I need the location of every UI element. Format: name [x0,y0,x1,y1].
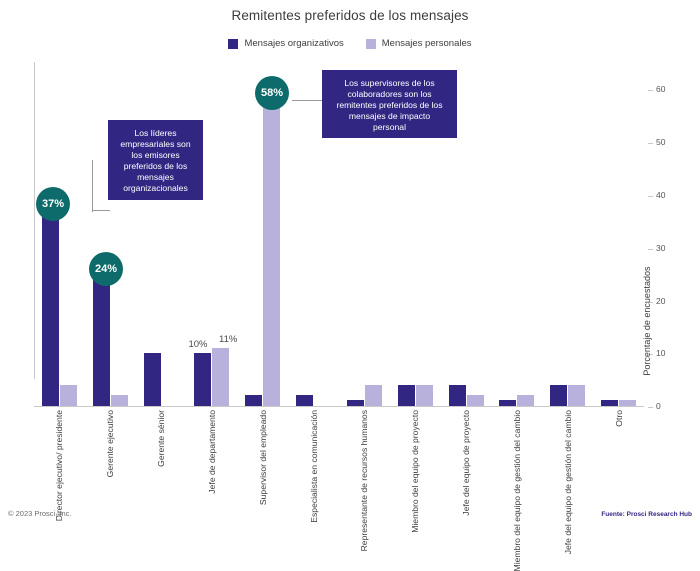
x-label-cell [85,410,136,505]
x-axis-label: Gerente sénior [156,410,167,467]
x-label-cell [339,410,390,552]
chart-legend [0,38,700,49]
bar-personal[interactable] [568,385,585,406]
bar-personal[interactable] [111,395,128,406]
callout-connector-organizational [92,210,110,211]
bar-organizational[interactable] [449,385,466,406]
x-label-cell [186,410,237,505]
x-axis-line [34,406,644,407]
x-label-cell [441,410,492,516]
x-axis-label: Representante de recursos humanos [359,410,370,552]
bar-organizational[interactable] [550,385,567,406]
x-axis-label: Jefe del equipo de gestión del cambio [562,410,573,555]
bar-personal[interactable] [263,100,280,406]
value-badge-director: 37% [36,187,70,221]
bar-group-supervisor [237,76,288,406]
bar-organizational[interactable] [245,395,262,406]
x-label-cell [491,410,542,571]
x-label-cell [237,410,288,505]
legend-item-personal [366,38,472,49]
bar-personal[interactable] [212,348,229,406]
legend-item-organizational [228,38,343,49]
callout-organizational: Los líderes empresariales son los emisores preferidos de los mensajes organizacionales [108,120,203,200]
bar-group-jefe-gestion-cambio [542,76,593,406]
source-text: Fuente: Prosci Research Hub [601,511,692,518]
bar-personal[interactable] [619,400,636,406]
callout-personal: Los supervisores de los colaboradores son los remitentes preferidos de los mensajes de impacto personal [322,70,457,138]
x-axis-label: Jefe de departamento [206,410,217,494]
bar-organizational[interactable] [194,353,211,406]
bar-personal[interactable] [416,385,433,406]
legend-label-personal: Mensajes personales [381,38,472,49]
bar-organizational[interactable] [93,279,110,406]
bar-organizational[interactable] [601,400,618,406]
value-badge-supervisor: 58% [255,76,289,110]
bar-personal[interactable] [517,395,534,406]
x-label-cell [390,410,441,533]
bar-organizational[interactable] [42,210,59,406]
x-axis-label: Director ejecutivo/ presidente [54,410,65,522]
legend-label-organizational: Mensajes organizativos [244,38,344,49]
bar-organizational[interactable] [398,385,415,406]
bar-value-label-org: 10% [188,339,208,350]
value-badge-gerente-ejecutivo: 24% [89,252,123,286]
callout-connector-organizational-vertical [92,160,93,212]
bar-organizational[interactable] [296,395,313,406]
x-axis-label: Miembro del equipo de proyecto [410,410,421,533]
bar-organizational[interactable] [144,353,161,406]
x-axis-label: Jefe del equipo de proyecto [461,410,472,516]
plot-area: 0 10 20 30 40 50 60 10% 11% Porcentaje de encuestados [34,62,644,407]
bar-group-otro [593,76,644,406]
callout-connector-personal [292,100,322,101]
bar-organizational[interactable] [499,400,516,406]
bar-personal[interactable] [60,385,77,406]
x-label-cell [136,410,187,505]
copyright-text: © 2023 Prosci, Inc. [8,509,72,518]
bar-group-director [34,76,85,406]
x-axis-label: Supervisor del empleado [257,410,268,506]
bar-group-miembro-gestion-cambio [491,76,542,406]
x-axis-label: Miembro del equipo de gestión del cambio [511,410,522,571]
bar-value-label-per: 11% [219,334,238,345]
y-axis-title: Porcentaje de encuestados [642,266,652,376]
bar-organizational[interactable] [347,400,364,406]
page-title: Remitentes preferidos de los mensajes [231,8,469,23]
legend-swatch-organizational [228,39,238,49]
x-axis-label: Gerente ejecutivo [105,410,116,478]
x-label-cell [288,410,339,523]
legend-swatch-personal [366,39,376,49]
x-label-cell [593,410,644,505]
x-axis-label: Especialista en comunicación [308,410,319,523]
x-label-cell [542,410,593,555]
bar-personal[interactable] [467,395,484,406]
x-axis-label: Otro [613,410,624,427]
bar-personal[interactable] [365,385,382,406]
